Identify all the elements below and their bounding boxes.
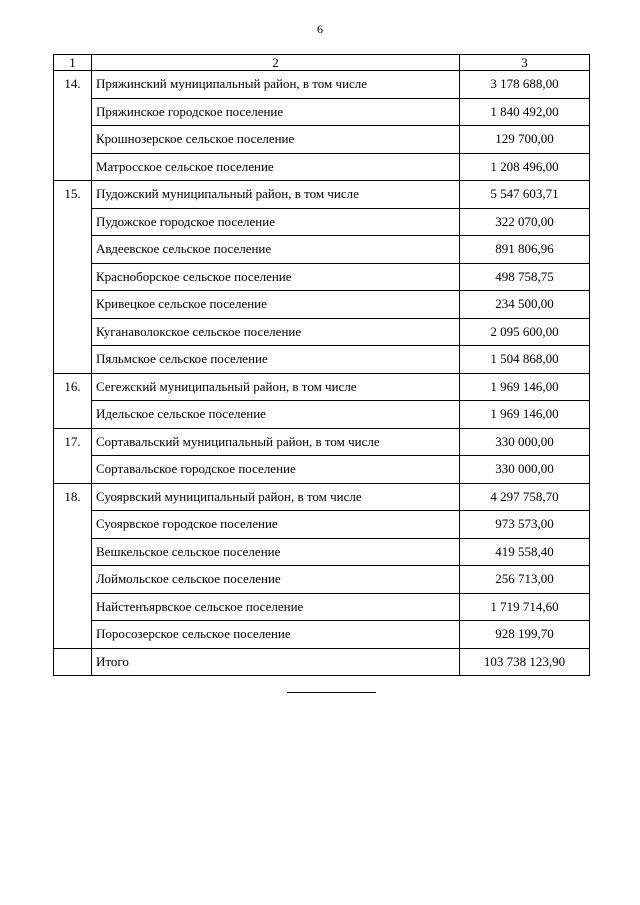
row-number: 17. bbox=[54, 428, 92, 456]
municipality-name: Пудожский муниципальный район, в том числе bbox=[92, 181, 460, 209]
settlement-row bbox=[54, 511, 590, 539]
row-number bbox=[54, 621, 92, 649]
settlement-row bbox=[54, 456, 590, 484]
municipality-name: Пудожское городское поселение bbox=[92, 208, 460, 236]
municipality-name: Сортавальское городское поселение bbox=[92, 456, 460, 484]
amount: 234 500,00 bbox=[460, 291, 590, 319]
amount: 5 547 603,71 bbox=[460, 181, 590, 209]
header-col-2: 2 bbox=[92, 55, 460, 71]
total-row bbox=[54, 648, 590, 676]
row-number bbox=[54, 346, 92, 374]
amount: 891 806,96 bbox=[460, 236, 590, 264]
end-rule bbox=[287, 692, 376, 693]
amount: 4 297 758,70 bbox=[460, 483, 590, 511]
amount: 330 000,00 bbox=[460, 456, 590, 484]
settlement-row bbox=[54, 621, 590, 649]
settlement-row bbox=[54, 593, 590, 621]
municipality-name: Пяльмское сельское поселение bbox=[92, 346, 460, 374]
municipality-name: Поросозерское сельское поселение bbox=[92, 621, 460, 649]
settlement-row bbox=[54, 208, 590, 236]
table-body bbox=[54, 55, 590, 676]
amount: 1 719 714,60 bbox=[460, 593, 590, 621]
row-number bbox=[54, 511, 92, 539]
total-number bbox=[54, 648, 92, 676]
district-row bbox=[54, 181, 590, 209]
settlement-row bbox=[54, 401, 590, 429]
municipality-name: Красноборское сельское поселение bbox=[92, 263, 460, 291]
municipality-name: Сортавальский муниципальный район, в том числе bbox=[92, 428, 460, 456]
amount: 1 969 146,00 bbox=[460, 373, 590, 401]
row-number: 14. bbox=[54, 71, 92, 99]
header-row bbox=[54, 55, 590, 71]
settlement-row bbox=[54, 318, 590, 346]
amount: 330 000,00 bbox=[460, 428, 590, 456]
municipality-name: Идельское сельское поселение bbox=[92, 401, 460, 429]
municipality-name: Пряжинское городское поселение bbox=[92, 98, 460, 126]
row-number: 16. bbox=[54, 373, 92, 401]
settlement-row bbox=[54, 263, 590, 291]
header-col-3: 3 bbox=[460, 55, 590, 71]
row-number bbox=[54, 126, 92, 154]
settlement-row bbox=[54, 236, 590, 264]
amount: 3 178 688,00 bbox=[460, 71, 590, 99]
municipality-name: Лоймольское сельское поселение bbox=[92, 566, 460, 594]
row-number bbox=[54, 208, 92, 236]
settlement-row bbox=[54, 126, 590, 154]
amount: 129 700,00 bbox=[460, 126, 590, 154]
settlement-row bbox=[54, 98, 590, 126]
row-number: 18. bbox=[54, 483, 92, 511]
row-number bbox=[54, 566, 92, 594]
budget-table bbox=[53, 54, 590, 676]
district-row bbox=[54, 71, 590, 99]
municipality-name: Крошнозерское сельское поселение bbox=[92, 126, 460, 154]
settlement-row bbox=[54, 346, 590, 374]
row-number bbox=[54, 538, 92, 566]
municipality-name: Кривецкое сельское поселение bbox=[92, 291, 460, 319]
amount: 928 199,70 bbox=[460, 621, 590, 649]
amount: 1 504 868,00 bbox=[460, 346, 590, 374]
settlement-row bbox=[54, 566, 590, 594]
row-number: 15. bbox=[54, 181, 92, 209]
row-number bbox=[54, 153, 92, 181]
municipality-name: Куганаволокское сельское поселение bbox=[92, 318, 460, 346]
municipality-name: Пряжинский муниципальный район, в том числе bbox=[92, 71, 460, 99]
municipality-name: Авдеевское сельское поселение bbox=[92, 236, 460, 264]
row-number bbox=[54, 593, 92, 621]
row-number bbox=[54, 456, 92, 484]
municipality-name: Суоярвское городское поселение bbox=[92, 511, 460, 539]
municipality-name: Матросское сельское поселение bbox=[92, 153, 460, 181]
header-col-1: 1 bbox=[54, 55, 92, 71]
row-number bbox=[54, 401, 92, 429]
settlement-row bbox=[54, 153, 590, 181]
settlement-row bbox=[54, 538, 590, 566]
page-number: 6 bbox=[317, 22, 323, 36]
municipality-name: Найстенъярвское сельское поселение bbox=[92, 593, 460, 621]
municipality-name: Сегежский муниципальный район, в том числе bbox=[92, 373, 460, 401]
amount: 419 558,40 bbox=[460, 538, 590, 566]
amount: 2 095 600,00 bbox=[460, 318, 590, 346]
row-number bbox=[54, 236, 92, 264]
amount: 322 070,00 bbox=[460, 208, 590, 236]
district-row bbox=[54, 373, 590, 401]
total-amount: 103 738 123,90 bbox=[460, 648, 590, 676]
total-label: Итого bbox=[92, 648, 460, 676]
municipality-name: Суоярвский муниципальный район, в том числе bbox=[92, 483, 460, 511]
row-number bbox=[54, 98, 92, 126]
row-number bbox=[54, 318, 92, 346]
amount: 1 840 492,00 bbox=[460, 98, 590, 126]
district-row bbox=[54, 483, 590, 511]
row-number bbox=[54, 263, 92, 291]
amount: 973 573,00 bbox=[460, 511, 590, 539]
municipality-name: Вешкельское сельское поселение bbox=[92, 538, 460, 566]
amount: 1 969 146,00 bbox=[460, 401, 590, 429]
settlement-row bbox=[54, 291, 590, 319]
row-number bbox=[54, 291, 92, 319]
amount: 256 713,00 bbox=[460, 566, 590, 594]
amount: 1 208 496,00 bbox=[460, 153, 590, 181]
district-row bbox=[54, 428, 590, 456]
amount: 498 758,75 bbox=[460, 263, 590, 291]
